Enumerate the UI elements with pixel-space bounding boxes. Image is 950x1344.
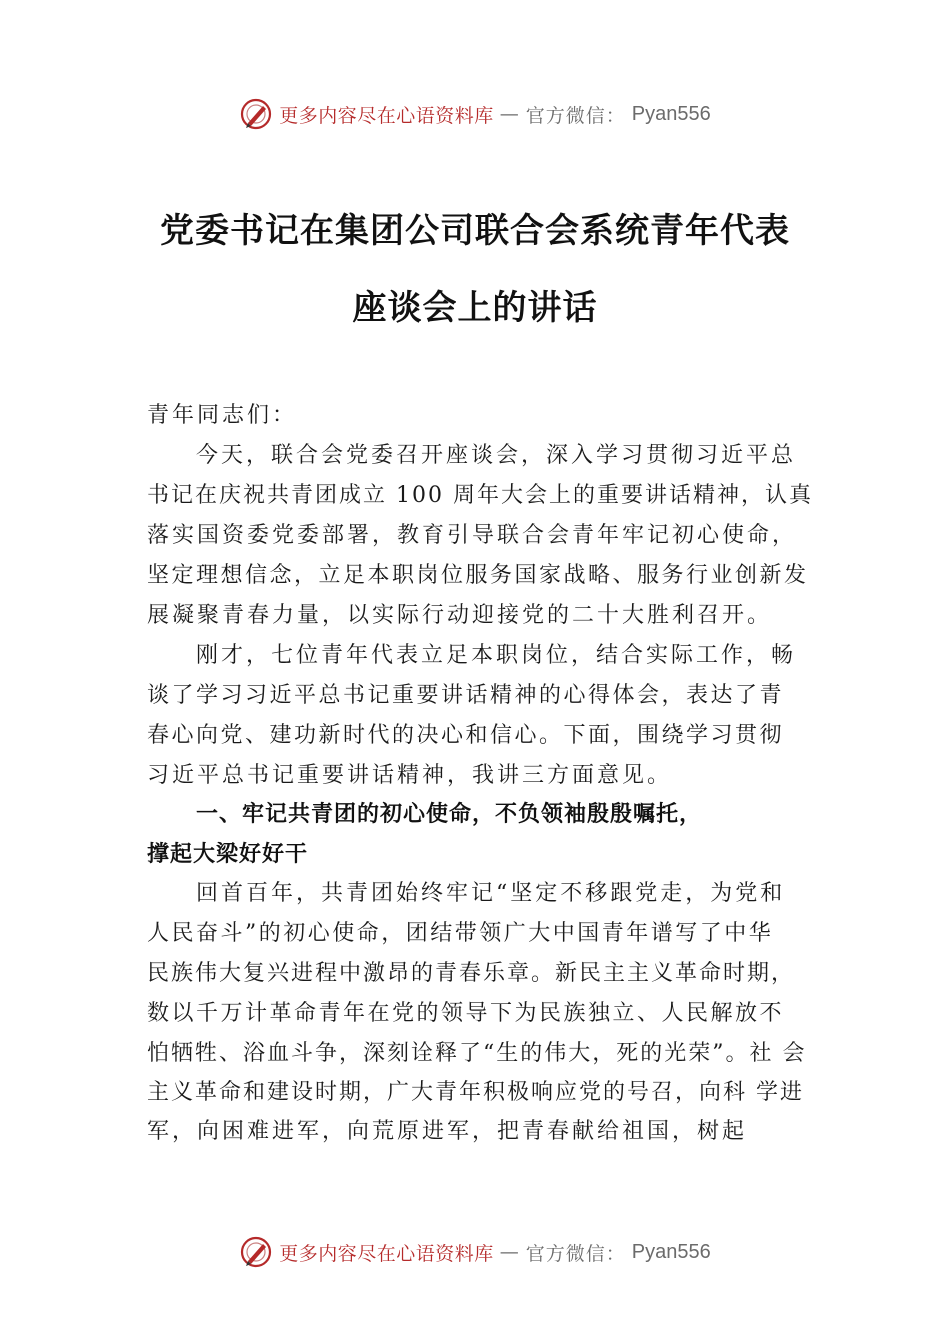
paragraph-3-line: 数以千万计革命青年在党的领导下为民族独立、人民解放不 [147, 1001, 785, 1026]
watermark-wechat-id: Pyan556 [631, 1240, 711, 1263]
paragraph-1-line: 坚定理想信念，立足本职岗位服务国家战略、服务行业创新发 [147, 563, 809, 588]
paragraph-1-line: 今天，联合会党委召开座谈会，深入学习贯彻习近平总 [196, 443, 797, 468]
paragraph-1-line: 展凝聚青春力量，以实际行动迎接党的二十大胜利召开。 [147, 603, 773, 628]
pen-seal-icon [239, 1235, 273, 1269]
pen-seal-icon [239, 97, 273, 131]
watermark-label: 官方微信： [525, 1242, 626, 1265]
paragraph-3-line: 主义革命和建设时期，广大青年积极响应党的号召，向科 学进 [147, 1080, 804, 1105]
watermark-separator: — [499, 1241, 520, 1263]
paragraph-2-line: 春心向党、建功新时代的决心和信心。下面，围绕学习贯彻 [147, 723, 785, 748]
header-watermark [0, 94, 950, 134]
watermark-brand: 更多内容尽在心语资料库 [279, 1242, 494, 1265]
watermark-brand: 更多内容尽在心语资料库 [279, 104, 494, 127]
document-title-line-1: 党委书记在集团公司联合会系统青年代表 [160, 211, 790, 251]
paragraph-2-line: 刚才，七位青年代表立足本职岗位，结合实际工作，畅 [196, 643, 797, 668]
paragraph-3-line: 军，向困难进军，向荒原进军，把青春献给祖国，树起 [147, 1119, 748, 1144]
paragraph-3-line: 回首百年，共青团始终牢记“坚定不移跟党走，为党和 [196, 881, 786, 906]
watermark-wechat-id: Pyan556 [631, 102, 711, 125]
document-title-line-2: 座谈会上的讲话 [352, 288, 598, 328]
paragraph-2-line: 谈了学习习近平总书记重要讲话精神的心得体会，表达了青 [147, 683, 785, 708]
watermark-separator: — [499, 103, 520, 125]
paragraph-1-line: 书记在庆祝共青团成立 100 周年大会上的重要讲话精神，认真 [147, 483, 813, 508]
paragraph-3-line: 人民奋斗”的初心使命，团结带领广大中国青年谱写了中华 [147, 921, 774, 946]
section-1-heading-line: 撑起大梁好好干 [147, 842, 309, 867]
paragraph-3-line: 民族伟大复兴进程中激昂的青春乐章。新民主主义革命时期， [147, 961, 796, 986]
paragraph-1-line: 落实国资委党委部署，教育引导联合会青年牢记初心使命， [147, 523, 798, 548]
watermark-label: 官方微信： [525, 104, 626, 127]
footer-watermark [0, 1232, 950, 1272]
section-1-heading-line: 一、牢记共青团的初心使命，不负领袖殷殷嘱托， [196, 802, 703, 827]
salutation: 青年同志们： [147, 403, 298, 428]
paragraph-2-line: 习近平总书记重要讲话精神，我讲三方面意见。 [147, 763, 673, 788]
paragraph-3-line: 怕牺牲、浴血斗争，深刻诠释了“生的伟大，死的光荣”。社 会 [147, 1041, 807, 1066]
